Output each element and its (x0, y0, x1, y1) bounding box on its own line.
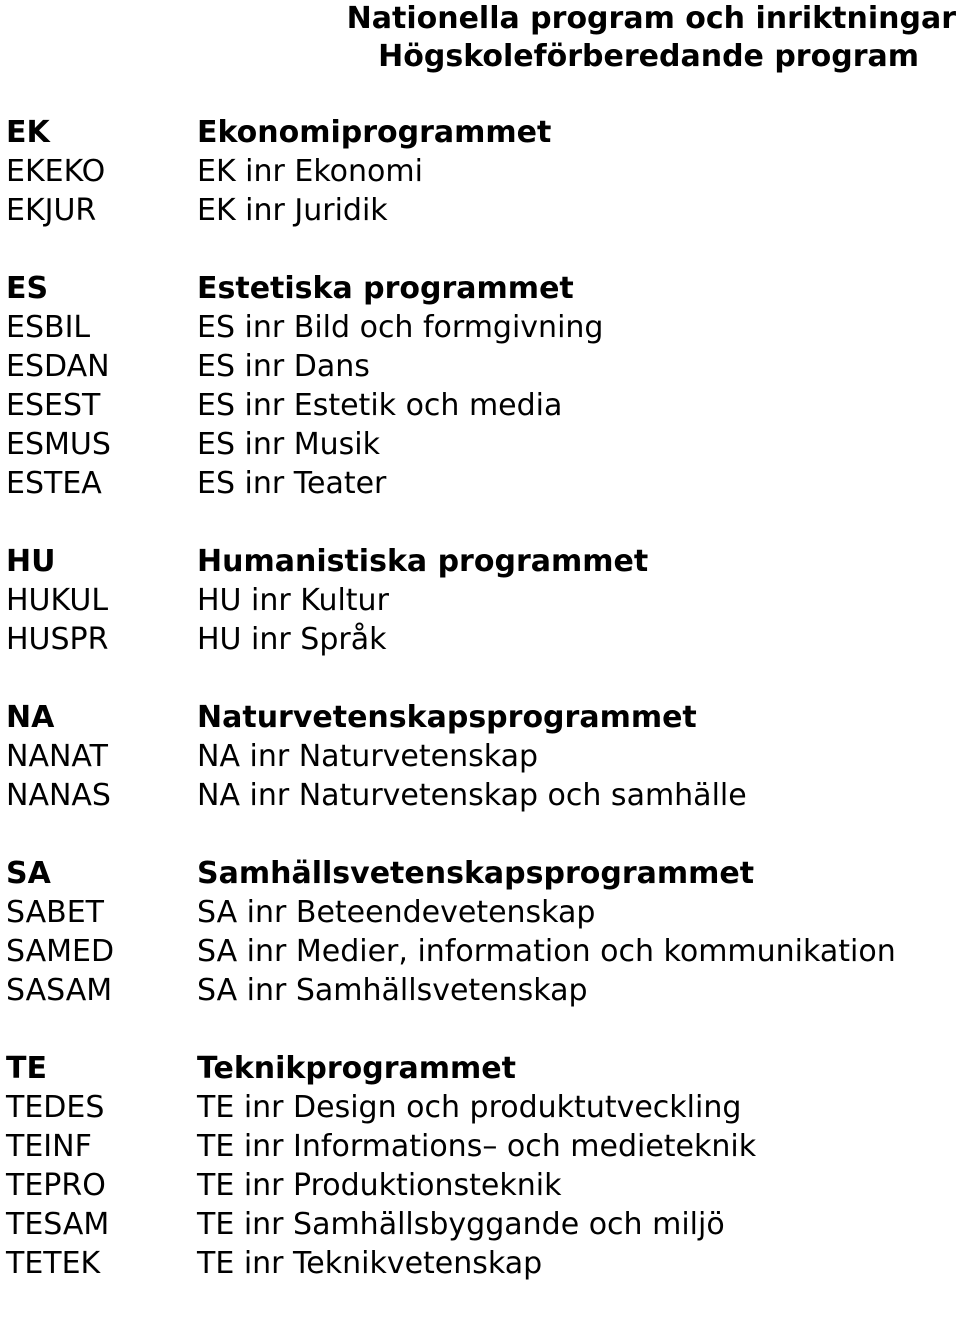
orientation-code: NANAT (6, 739, 108, 774)
orientation-name: EK inr Juridik (197, 193, 388, 228)
page-title: Nationella program och inriktningar (346, 1, 956, 36)
orientation-row (0, 191, 960, 230)
orientation-row (0, 347, 960, 386)
orientation-name: TE inr Produktionsteknik (197, 1168, 562, 1203)
orientation-code: ESTEA (6, 466, 102, 501)
program-section-es (0, 269, 960, 503)
program-name: Estetiska programmet (197, 271, 574, 306)
orientation-row (0, 776, 960, 815)
orientation-name: SA inr Samhällsvetenskap (197, 973, 588, 1008)
orientation-name: HU inr Språk (197, 622, 387, 657)
orientation-name: TE inr Informations– och medieteknik (197, 1129, 757, 1164)
orientation-code: NANAS (6, 778, 111, 813)
program-code: ES (6, 271, 49, 306)
program-name: Humanistiska programmet (197, 544, 649, 579)
program-code: HU (6, 544, 56, 579)
program-section-sa (0, 854, 960, 1010)
orientation-name: EK inr Ekonomi (197, 154, 423, 189)
orientation-name: NA inr Naturvetenskap (197, 739, 539, 774)
orientation-code: HUKUL (6, 583, 109, 618)
orientation-row (0, 620, 960, 659)
orientation-row (0, 425, 960, 464)
orientation-code: ESEST (6, 388, 101, 423)
program-heading-row (0, 1049, 960, 1088)
program-section-hu (0, 542, 960, 659)
program-heading-row (0, 698, 960, 737)
orientation-row (0, 1088, 960, 1127)
orientation-code: HUSPR (6, 622, 109, 657)
document-header (0, 0, 960, 76)
program-name: Teknikprogrammet (197, 1051, 516, 1086)
orientation-row (0, 932, 960, 971)
program-name: Naturvetenskapsprogrammet (197, 700, 697, 735)
orientation-name: ES inr Dans (197, 349, 370, 384)
program-heading-row (0, 854, 960, 893)
orientation-name: TE inr Teknikvetenskap (197, 1246, 543, 1281)
orientation-row (0, 1205, 960, 1244)
program-section-na (0, 698, 960, 815)
orientation-code: TETEK (6, 1246, 101, 1281)
orientation-row (0, 893, 960, 932)
program-code: TE (6, 1051, 47, 1086)
orientation-code: ESDAN (6, 349, 110, 384)
orientation-row (0, 152, 960, 191)
orientation-row (0, 1127, 960, 1166)
orientation-name: TE inr Design och produktutveckling (197, 1090, 742, 1125)
orientation-row (0, 971, 960, 1010)
program-code: NA (6, 700, 55, 735)
orientation-row (0, 737, 960, 776)
program-list (0, 113, 960, 1322)
orientation-code: TESAM (6, 1207, 110, 1242)
orientation-name: ES inr Bild och formgivning (197, 310, 604, 345)
orientation-name: ES inr Teater (197, 466, 387, 501)
orientation-code: ESMUS (6, 427, 111, 462)
orientation-code: ESBIL (6, 310, 91, 345)
program-code: EK (6, 115, 50, 150)
orientation-name: HU inr Kultur (197, 583, 389, 618)
orientation-name: ES inr Musik (197, 427, 380, 462)
orientation-code: TEINF (6, 1129, 92, 1164)
orientation-name: NA inr Naturvetenskap och samhälle (197, 778, 747, 813)
orientation-code: EKJUR (6, 193, 97, 228)
page-subtitle: Högskoleförberedande program (378, 39, 919, 74)
program-heading-row (0, 269, 960, 308)
orientation-code: SABET (6, 895, 104, 930)
orientation-code: EKEKO (6, 154, 106, 189)
orientation-row (0, 308, 960, 347)
orientation-name: SA inr Medier, information och kommunikation (197, 934, 896, 969)
program-heading-row (0, 113, 960, 152)
orientation-row (0, 1166, 960, 1205)
orientation-row (0, 464, 960, 503)
orientation-name: SA inr Beteendevetenskap (197, 895, 596, 930)
orientation-row (0, 581, 960, 620)
orientation-name: TE inr Samhällsbyggande och miljö (197, 1207, 725, 1242)
orientation-name: ES inr Estetik och media (197, 388, 563, 423)
program-section-ek (0, 113, 960, 230)
program-heading-row (0, 542, 960, 581)
orientation-code: SAMED (6, 934, 115, 969)
program-name: Ekonomiprogrammet (197, 115, 552, 150)
orientation-code: SASAM (6, 973, 113, 1008)
program-code: SA (6, 856, 51, 891)
orientation-row (0, 1244, 960, 1283)
orientation-code: TEPRO (6, 1168, 106, 1203)
orientation-code: TEDES (6, 1090, 105, 1125)
program-section-te (0, 1049, 960, 1283)
program-name: Samhällsvetenskapsprogrammet (197, 856, 755, 891)
orientation-row (0, 386, 960, 425)
